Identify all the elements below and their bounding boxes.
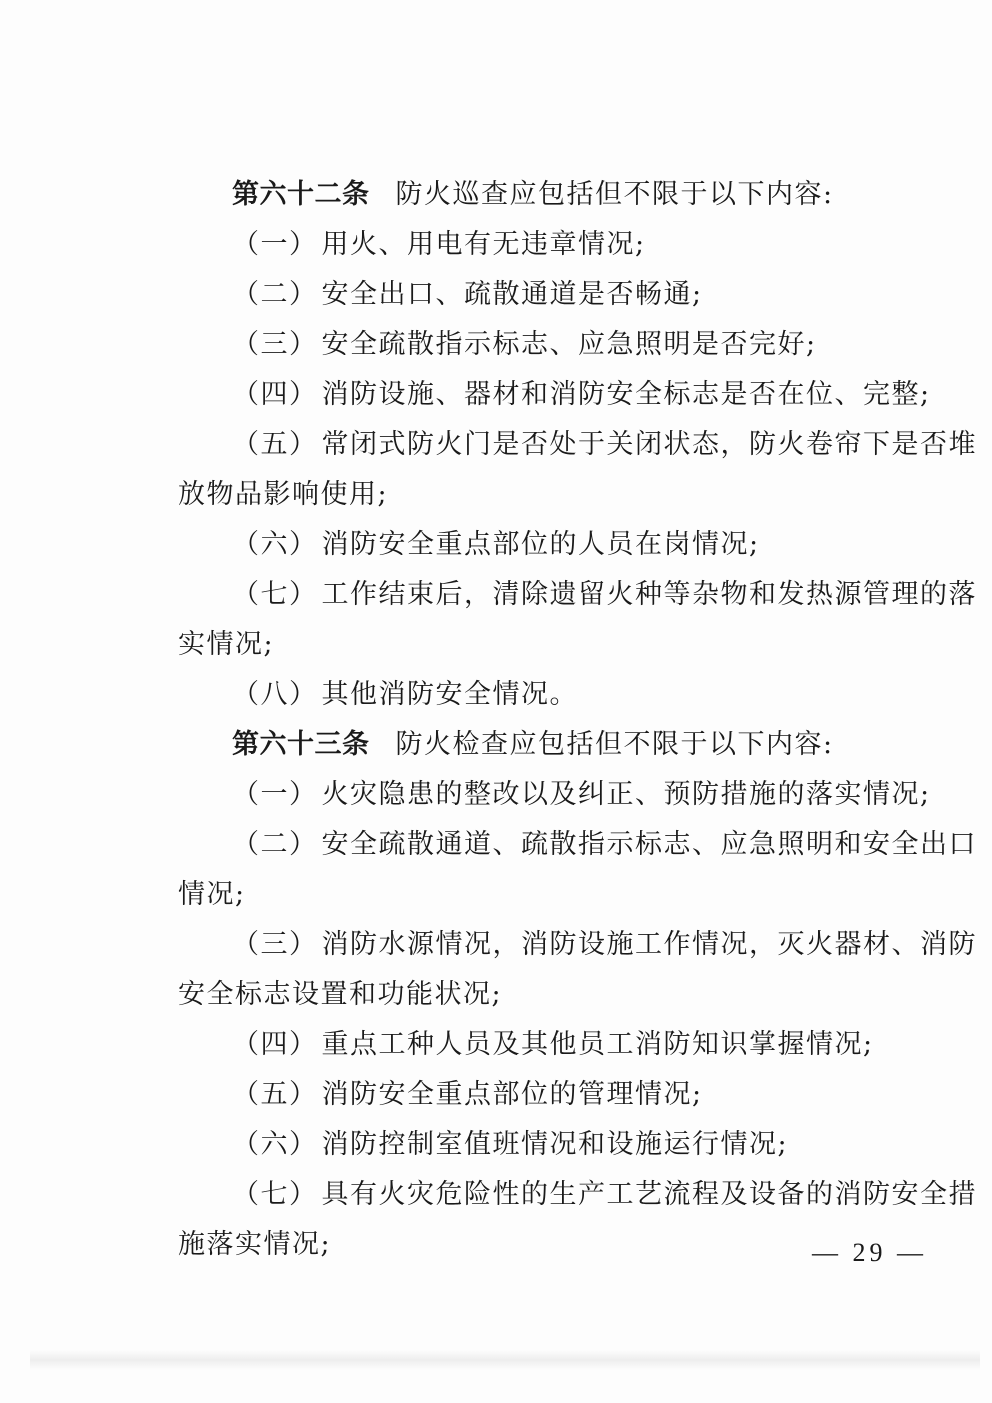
list-item-continuation: 实情况; xyxy=(178,629,275,660)
item-number: （四） xyxy=(232,379,318,410)
list-item xyxy=(178,1070,918,1120)
item-number: （五） xyxy=(232,1079,318,1110)
list-item-continuation: 情况; xyxy=(178,879,246,910)
list-item xyxy=(178,670,918,720)
page-number: — 29 — xyxy=(812,1238,927,1267)
item-text: 安全疏散指示标志、应急照明是否完好; xyxy=(321,329,817,360)
item-text: 其他消防安全情况。 xyxy=(321,679,578,710)
list-item xyxy=(178,320,918,370)
document-body xyxy=(178,170,977,1270)
article-63-heading: 第六十三条 xyxy=(232,729,370,760)
item-number: （四） xyxy=(232,1029,318,1060)
item-text: 具有火灾危险性的生产工艺流程及设备的消防安全措 xyxy=(321,1179,977,1210)
item-number: （六） xyxy=(232,529,318,560)
article-62-intro: 防火巡查应包括但不限于以下内容: xyxy=(395,179,834,210)
list-item-continuation: 安全标志设置和功能状况; xyxy=(178,979,503,1010)
list-item xyxy=(178,1020,918,1070)
item-text: 消防安全重点部位的管理情况; xyxy=(321,1079,703,1110)
item-number: （三） xyxy=(232,329,318,360)
item-number: （二） xyxy=(232,279,318,310)
item-number: （一） xyxy=(232,779,318,810)
item-number: （三） xyxy=(232,929,318,960)
article-63-header xyxy=(178,720,918,770)
list-item xyxy=(178,570,977,620)
list-item xyxy=(178,370,931,420)
article-62-heading: 第六十二条 xyxy=(232,179,370,210)
item-number: （八） xyxy=(232,679,318,710)
article-63-intro: 防火检查应包括但不限于以下内容: xyxy=(395,729,834,760)
list-item xyxy=(178,820,977,870)
item-text: 工作结束后，清除遗留火种等杂物和发热源管理的落 xyxy=(321,579,977,610)
list-item xyxy=(178,920,977,970)
item-number: （六） xyxy=(232,1129,318,1160)
item-text: 安全疏散通道、疏散指示标志、应急照明和安全出口 xyxy=(321,829,977,860)
list-item xyxy=(178,1120,918,1170)
item-number: （五） xyxy=(232,429,318,460)
list-item xyxy=(178,520,918,570)
list-item xyxy=(178,220,918,270)
list-item-continuation: 施落实情况; xyxy=(178,1229,332,1260)
item-text: 重点工种人员及其他员工消防知识掌握情况; xyxy=(321,1029,874,1060)
list-item xyxy=(178,1170,977,1220)
item-text: 消防水源情况，消防设施工作情况，灭火器材、消防 xyxy=(321,929,977,960)
article-62-header xyxy=(178,170,918,220)
item-text: 用火、用电有无违章情况; xyxy=(321,229,646,260)
list-item-continuation: 放物品影响使用; xyxy=(178,479,389,510)
list-item xyxy=(178,770,931,820)
item-text: 常闭式防火门是否处于关闭状态，防火卷帘下是否堆 xyxy=(321,429,977,460)
scan-artifact xyxy=(30,1350,980,1370)
list-item xyxy=(178,270,918,320)
item-text: 安全出口、疏散通道是否畅通; xyxy=(321,279,703,310)
item-number: （七） xyxy=(232,579,318,610)
item-text: 火灾隐患的整改以及纠正、预防措施的落实情况; xyxy=(321,779,931,810)
item-text: 消防控制室值班情况和设施运行情况; xyxy=(321,1129,789,1160)
item-text: 消防安全重点部位的人员在岗情况; xyxy=(321,529,760,560)
item-number: （二） xyxy=(232,829,318,860)
item-number: （一） xyxy=(232,229,318,260)
item-text: 消防设施、器材和消防安全标志是否在位、完整; xyxy=(321,379,931,410)
list-item xyxy=(178,420,977,470)
item-number: （七） xyxy=(232,1179,318,1210)
